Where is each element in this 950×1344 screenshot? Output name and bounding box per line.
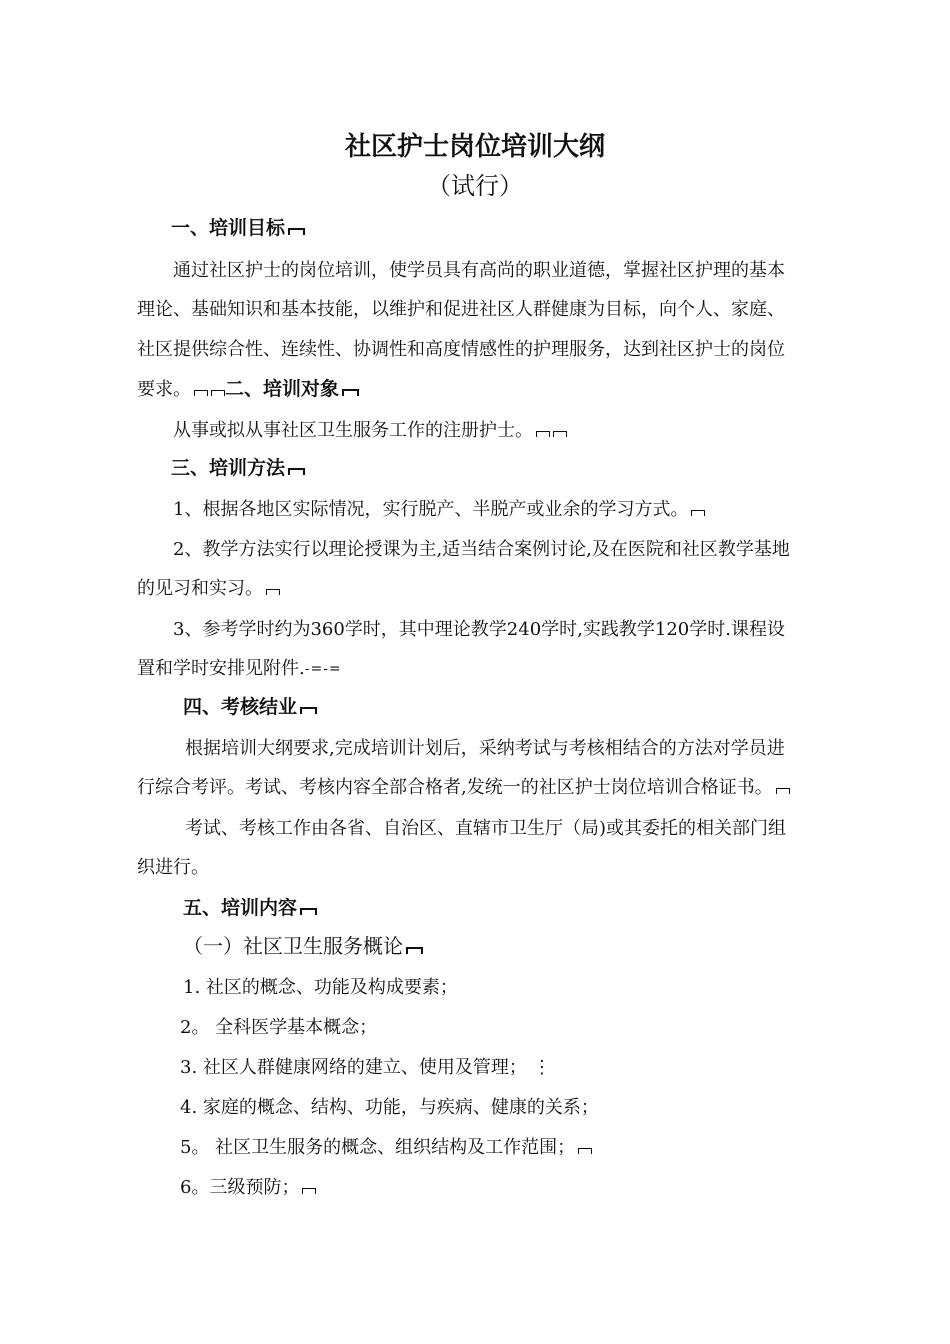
revision-mark-icon: [406, 947, 423, 954]
list-item: 1. 社区的概念、功能及构成要素；: [183, 977, 458, 998]
list-item: 5。 社区卫生服务的概念、组织结构及工作范围；: [180, 1136, 592, 1160]
revision-mark-icon: [194, 390, 208, 396]
section-heading-objectives: 一、培训目标: [171, 216, 305, 240]
document-title: 社区护士岗位培训大纲: [344, 132, 605, 162]
paragraph-line: 理论、基础知识和基本技能，以维护和促进社区人群健康为目标，向个人、家庭、: [137, 299, 785, 320]
section-heading-assessment: 四、考核结业: [183, 695, 317, 719]
paragraph-trainees: 从事或拟从事社区卫生服务工作的注册护士。: [173, 419, 567, 443]
revision-mark-icon: [288, 228, 305, 235]
revision-mark-icon: ⋮: [532, 1057, 551, 1078]
revision-mark-icon: -=-=: [304, 661, 342, 677]
revision-mark-icon: [342, 389, 359, 396]
section-heading-content: 五、培训内容: [183, 896, 317, 920]
list-item: 2。 全科医学基本概念；: [180, 1017, 378, 1038]
revision-mark-icon: [776, 788, 790, 794]
revision-mark-icon: [578, 1148, 592, 1154]
section-heading-methods: 三、培训方法: [171, 456, 305, 480]
paragraph-line: 织进行。: [137, 857, 209, 878]
revision-mark-icon: [211, 390, 225, 396]
revision-mark-icon: [536, 431, 550, 437]
paragraph-line: 社区提供综合性、连续性、协调性和高度情感性的护理服务，达到社区护士的岗位: [137, 339, 785, 360]
list-item: 6。三级预防；: [180, 1176, 316, 1200]
revision-mark-icon: [300, 908, 317, 915]
paragraph-line: 根据培训大纲要求,完成培训计划后，采纳考试与考核相结合的方法对学员进: [185, 738, 785, 759]
list-item-method-1: 1、根据各地区实际情况，实行脱产、半脱产或业余的学习方式。: [173, 498, 705, 522]
paragraph-line: 通过社区护士的岗位培训，使学员具有高尚的职业道德，掌握社区护理的基本: [173, 260, 785, 281]
paragraph-line: 行综合考评。考试、考核内容全部合格者,发统一的社区护士岗位培训合格证书。: [137, 776, 790, 800]
document-subtitle: （试行）: [427, 172, 523, 200]
revision-mark-icon: [553, 431, 567, 437]
subsection-heading: （一）社区卫生服务概论: [183, 934, 423, 958]
revision-mark-icon: [266, 589, 280, 595]
paragraph-line: 置和学时安排见附件.-=-=: [137, 658, 342, 679]
list-item: 4. 家庭的概念、结构、功能，与疾病、健康的关系；: [180, 1097, 599, 1118]
section-heading-trainees: 二、培训对象: [225, 378, 340, 400]
revision-mark-icon: [302, 1188, 316, 1194]
paragraph-line-with-heading: 要求。 二、培训对象: [137, 377, 359, 402]
revision-mark-icon: [691, 510, 705, 516]
revision-mark-icon: [288, 468, 305, 475]
list-item: 3. 社区人群健康网络的建立、使用及管理； ⋮: [180, 1057, 551, 1078]
paragraph-line: 考试、考核工作由各省、自治区、直辖市卫生厅（局)或其委托的相关部门组: [185, 818, 787, 839]
list-item-method-2: 2、教学方法实行以理论授课为主,适当结合案例讨论,及在医院和社区教学基地: [173, 539, 790, 560]
list-item-method-3: 3、参考学时约为360学时，其中理论教学240学时,实践教学120学时.课程设: [173, 619, 785, 640]
paragraph-line: 的见习和实习。: [137, 577, 280, 601]
revision-mark-icon: [300, 707, 317, 714]
